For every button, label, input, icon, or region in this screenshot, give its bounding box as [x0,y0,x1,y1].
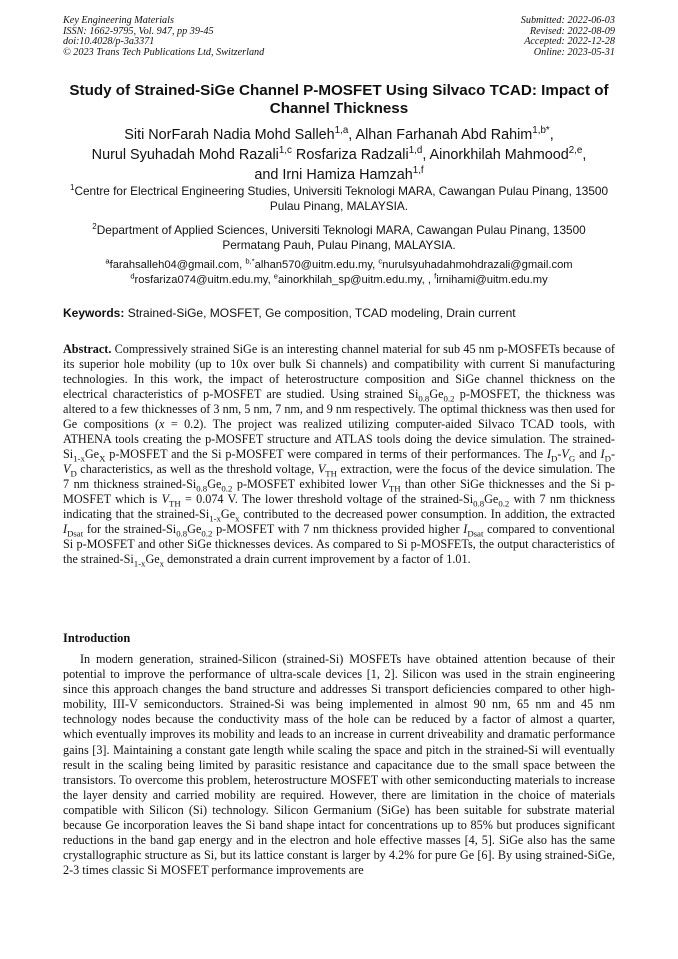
abstract: Abstract. Compressively strained SiGe is an interesting channel material for sub 45 nm p-MOSFETs because of its superior hole mobility (up to 10x over bulk Si channels) and compatibility with current Si manufacturing technologies. In this work, the impact of heterostructure composition and SiGe channel thickness on the electrical characteristics of p-MOSFET are studied. Using strained $Si_{0.8}Ge_{0.2}$ p-MOSFET, the thickness was altered to a few thicknesses of 3 nm, 5 nm, 7 nm, and 9 nm respectively. The optimal thickness was then used for Ge compositions (x = 0.2). The project was realized utilizing computer-aided Silvaco TCAD tools, with ATHENA tools creating the p-MOSFET structure and ATLAS tools doing the device simulation. The strained-$Si_{1-x}Ge_X$ p-MOSFET and the Si p-MOSFET were compared in terms of their performances. The $I_D-V_G$ and $I_D-V_D$ characteristics, as well as the threshold voltage, $V_{TH}$ extraction, were the focus of the device simulation. The 7 nm thickness strained-$Si_{0.8}Ge_{0.2}$ p-MOSFET exhibited lower $V_{TH}$ than other SiGe thicknesses and the Si p-MOSFET which is $V_{TH} = 0.074$ V. The lower threshold voltage of the strained-$Si_{0.8}Ge_{0.2}$ with 7 nm thickness indicating that the strained-$Si_{1-x}Ge_x$ contributed to the decreased power consumption. In addition, the extracted $I_{Dsat}$ for the strained-$Si_{0.8}Ge_{0.2}$ p-MOSFET with 7 nm thickness provided higher $I_{Dsat}$ compared to conventional Si p-MOSFET and other SiGe thicknesses devices. As compared to Si p-MOSFETs, the output characteristics of the strained-$Si_{1-x}Ge_x$ demonstrated a drain current improvement by a factor of 1.01. [63,342,616,569]
abstract-text: with 7 nm thickness indicating that the strained-Si [63,492,616,521]
math-variable: I [63,522,68,536]
subscript: TH [388,483,401,494]
author-list [63,125,615,185]
journal-name: Key Engineering Materials [63,15,174,26]
keywords-label: Keywords: [63,306,125,320]
publication-dates [500,16,615,58]
author-name: Rosfariza Radzali [295,147,409,163]
math-variable: V [161,492,170,506]
abstract-text: = 0.2). The project was realized utilizing computer-aided Silvaco TCAD tools, with ATHENA tools creating the p-MOSFET structure and ATLAS tools doing the device simulation. The strained-Si [63,417,616,461]
author-affil-mark: 2,e [568,145,583,157]
author-name: Ainorkhilah Mahmood [429,147,569,163]
abstract-text: Ge [429,387,444,401]
affiliation-text: Department of Applied Sciences, Universiti Teknologi MARA, Cawangan Pulau Pinang, 13500 Permatang Pauh, Pulau Pinang, MALAYSIA. [96,223,586,252]
subscript: D [604,453,611,464]
subscript: 1-x [209,513,221,524]
subscript: G [568,453,576,464]
keywords [63,306,615,321]
subscript: D [551,453,558,464]
subscript: 0.2 [201,528,213,539]
date-revised: Revised: 2022-08-09 [529,25,615,37]
abstract-text: Compressively strained SiGe is an interesting channel material for sub 45 nm p-MOSFETs because of its superior hole mobility (up to 10x over bulk Si channels) and compatibility with current Si manufacturing technologies. In this work, the impact of heterostructure composition and SiGe channel thickness on the electrical characteristics of p-MOSFET are studied. Using strained Si [63,342,615,401]
subscript: D [70,468,77,479]
email-mark: a [105,256,110,266]
subscript: 0.8 [176,528,188,539]
introduction-heading: Introduction [63,631,131,645]
subscript: 0.2 [443,393,455,404]
affiliation-mark: 2 [92,222,97,232]
author-emails [63,258,615,288]
keywords-text: Strained-SiGe, MOSFET, Ge composition, TCAD modeling, Drain current [127,306,516,320]
math-variable: V [317,462,326,476]
abstract-text: Ge [84,447,100,461]
subscript: X [99,453,106,464]
abstract-text: p-MOSFET with 7 nm thickness provided higher [216,522,460,536]
email-mark: e [273,271,279,281]
subscript: 1-x [133,558,146,569]
affiliation-2 [63,223,615,253]
email-link[interactable]: nurulsyuhadahmohdrazali@gmail.com [382,259,573,271]
subscript: 0.2 [498,498,510,509]
introduction-paragraph: In modern generation, strained-Silicon (strained-Si) MOSFETs have obtained attention because of their potential to improve the performance of ultra-scale devices [1, 2]. Silicon was used in the strain engineering since this approach changes the band structure and addresses Si transport deficiencies compared to other high-mobility, III-V semiconductors. Strained-Si was being implemented in almost 90 nm, 65 nm and 45 nm technology nodes because the conductivity mass of the hole can be reduced by a factor of almost a quarter, which eventually improves its mobility and leads to an increase in current driveability and dramatic performance gains [3]. Maintaining a constant gate length while scaling the space and pitch in the strained-Si will eventually result in the scaling being limited by parasitic resistance and capacitance due to the small space between the transistors. To overcome this problem, heterostructure MOSFET with other semiconducting materials to increase the layer density and carried mobility are required. However, there are limitation in the choice of materials compatible with Silicon (Si) technology. Silicon Germanium (SiGe) has been suitable for substrate material because Ge incorporation leaves the Si band shape intact for concentrations up to 85% but produces significant reductions in the band gap energy and in the electron and hole effective masses [4, 5]. SiGe also has the same crystallographic structure as Si, but its lattice constant is larger by 4.2% for pure Ge [6]. By using strained-SiGe, 2-3 times classic Si MOSFET performance improvements are [63,652,615,878]
journal-copyright: © 2023 Trans Tech Publications Ltd, Switzerland [63,46,265,58]
email-mark: b,* [245,256,255,266]
journal-issn: ISSN: 1662-9795, Vol. 947, pp 39-45 [63,25,214,37]
email-mark: f [434,271,437,281]
abstract-text: = 0.074 V. The lower threshold voltage of the strained-Si [184,492,474,506]
subscript: 0.2 [221,483,233,494]
abstract-text: Ge [220,507,236,521]
subscript: TH [169,498,181,509]
math-variable: I [546,447,552,461]
math-variable: V [63,462,71,476]
math-variable: V [381,477,389,491]
abstract-text: extraction, were the focus of the device simulation. The 7 nm thickness strained-Si [63,462,616,491]
subscript: x [159,558,165,569]
abstract-text: characteristics, as well as the threshold voltage, [80,462,315,476]
subscript: Dsat [467,528,484,539]
math-variable: I [463,522,468,536]
email-link[interactable]: alhan570@uitm.edu.my, [254,259,376,271]
affiliation-text: Centre for Electrical Engineering Studies, Universiti Teknologi MARA, Cawangan Pulau Pinang, 13500 Pulau Pinang, MALAYSIA. [74,184,609,213]
abstract-text: p-MOSFET exhibited lower [236,477,377,491]
subscript: x [235,513,240,524]
subscript: 1-x [73,453,85,464]
affiliation-1 [63,184,615,214]
author-name: Nurul Syuhadah Mohd Razali [91,147,279,163]
subscript: Dsat [67,528,84,539]
email-link[interactable]: rosfariza074@uitm.edu.my, [134,274,271,286]
subscript: 0.8 [473,498,485,509]
author-name: Irni Hamiza Hamzah [282,167,413,183]
date-submitted: Submitted: 2022-06-03 [520,15,615,26]
abstract-text: Ge [187,522,202,536]
abstract-text: and [579,447,597,461]
author-affil-mark: 1,f [412,165,424,177]
journal-doi: doi:10.4028/p-3a3371 [63,36,155,48]
abstract-text: Ge [207,477,222,491]
math-variable: V [561,447,569,461]
abstract-text: Ge [145,552,160,566]
abstract-text: Ge [484,492,499,506]
author-separator: , [348,127,353,143]
math-variable: I [600,447,605,461]
paper-title: Study of Strained-SiGe Channel P-MOSFET Using Silvaco TCAD: Impact of Channel Thickness [69,82,609,117]
author-affil-mark: 1,d [408,145,423,157]
abstract-text: p-MOSFET, the thickness was altered to a few thicknesses of 3 nm, 5 nm, 7 nm, and 9 nm respectively. The optimal thickness was then used for Ge compositions ( [63,387,616,431]
author-name: Alhan Farhanah Abd Rahim [355,127,533,143]
author-affil-mark: 1,b* [532,125,550,137]
author-affil-mark: 1,c [278,145,292,157]
email-mark: d [130,271,135,281]
journal-info [63,16,264,58]
abstract-label: Abstract. [63,342,112,356]
email-link[interactable]: irnihami@uitm.edu.my [436,274,548,286]
subscript: 0.8 [196,483,208,494]
email-link[interactable]: farahsalleh04@gmail.com, [109,259,243,271]
subscript: TH [325,468,337,479]
abstract-text: contributed to the decreased power consumption. In addition, the extracted [243,507,615,521]
author-separator: , [582,147,587,163]
math-variable: x [159,417,165,431]
author-affil-mark: 1,a [334,125,349,137]
affiliation-mark: 1 [69,183,75,193]
date-online: Online: 2023-05-31 [533,46,615,58]
author-separator: , [422,147,427,163]
email-mark: c [378,256,383,266]
abstract-text: compared to conventional Si p-MOSFET and other SiGe thicknesses devices. As compared to Si p-MOSFETs, the output characteristics of the strained-Si [63,522,616,566]
subscript: 0.8 [418,393,430,404]
abstract-text: p-MOSFET and the Si p-MOSFET were compared in terms of their performances. The [109,447,544,461]
abstract-text: demonstrated a drain current improvement by a factor of 1.01. [167,552,471,566]
abstract-text: than other SiGe thicknesses and the Si p-MOSFET which is [63,477,615,506]
date-accepted: Accepted: 2022-12-28 [524,36,615,48]
email-link[interactable]: ainorkhilah_sp@uitm.edu.my, , [278,274,431,286]
author-and: and [254,167,279,183]
abstract-text: for the strained-Si [86,522,177,536]
author-separator: , [549,127,554,143]
author-name: Siti NorFarah Nadia Mohd Salleh [124,127,335,143]
